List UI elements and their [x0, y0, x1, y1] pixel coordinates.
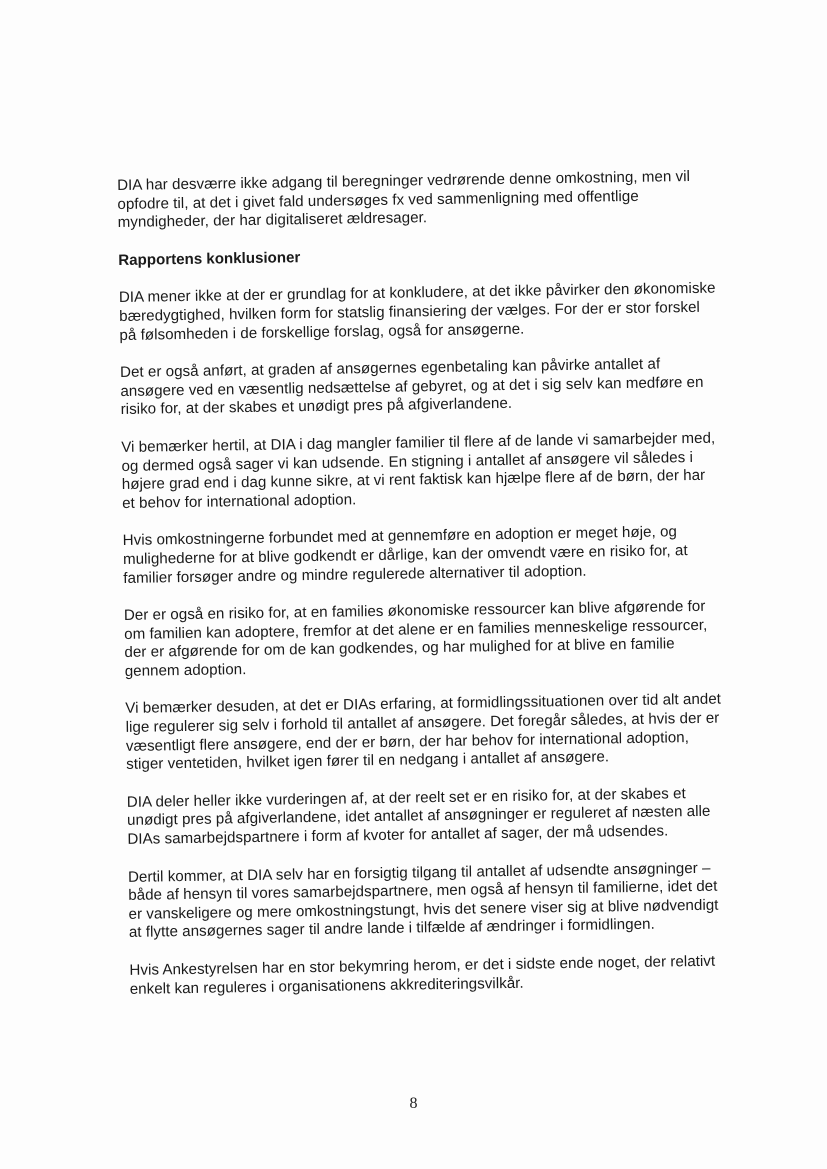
body-paragraph-5: Der er også en risiko for, at en families økonomiske ressourcer kan blive afgørende for om familien kan adoptere, fremfor at det alene er en families menneskelige ressourcer, der er afgørende for om de kan godkendes, og har mulighed for at blive en familie gennem adoption. [123, 597, 708, 680]
section-heading: Rapportens konklusioner [118, 248, 301, 269]
body-paragraph-2: Det er også anført, at graden af ansøgernes egenbetaling kan påvirke antallet af ansøgere ved en væsentlig nedsættelse af gebyret, og at det i sig selv kan medføre en risiko for, at der skabes et unødigt pres på afgiverlandene. [119, 355, 704, 419]
body-paragraph-8: Dertil kommer, at DIA selv har en forsigtig tilgang til antallet af udsendte ansøgninger – både af hensyn til vores samarbejdspartnere, men også af hensyn til familierne, idet det er vanskeligere og mere omkostningstungt, hvis det senere viser sig at blive nødvendigt at flytte ansøgernes sager til andre lande i tilfælde af ændringer i formidlingen. [127, 859, 719, 942]
intro-paragraph: DIA har desværre ikke adgang til beregninger vedrørende denne omkostning, men vil opfodre til, at det i givet fald undersøges fx ved sammenligning med offentlige myndigheder, der har digitaliseret ældresager. [117, 168, 691, 232]
body-paragraph-7: DIA deler heller ikke vurderingen af, at der reelt set er en risiko for, at der skabes et unødigt pres på afgiverlandene, idet antallet af ansøgninger er reguleret af næsten alle DIAs samarbejdspartnere i form af kvoter for antallet af sager, der må udsendes. [126, 784, 711, 848]
body-paragraph-4: Hvis omkostningerne forbundet med at gennemføre en adoption er meget høje, og mulighederne for at blive godkendt er dårlige, kan der omvendt være en risiko for, at familier forsøger andre og mindre regulerede alternativer til adoption. [122, 523, 688, 587]
page-number: 8 [409, 1095, 418, 1112]
body-paragraph-1: DIA mener ikke at der er grundlag for at konkludere, at det ikke påvirker den økonomiske bæredygtighed, hvilken form for statslig finansiering der vælges. For der er stor forskel på følsomheden i de forskellige forslag, også for ansøgerne. [118, 279, 716, 344]
body-paragraph-6: Vi bemærker desuden, at det er DIAs erfaring, at formidlingssituationen over tid alt andet lige regulerer sig selv i forhold til antallet af ansøgere. Det foregår således, at hvis der er væsentligt flere ansøgere, end der er børn, der har behov for international adoption, stiger ventetiden, hvilket igen fører til en nedgang i antallet af ansøgere. [125, 691, 722, 774]
document-body [117, 168, 730, 1019]
body-paragraph-3: Vi bemærker hertil, at DIA i dag mangler familier til flere af de lande vi samarbejder med, og dermed også sager vi kan udsende. En stigning i antallet af ansøgere vil således i højere grad end i dag kunne sikre, at vi rent faktisk kan hjælpe flere af de børn, der har et behov for international adoption. [121, 429, 716, 512]
body-paragraph-9: Hvis Ankestyrelsen har en stor bekymring herom, er det i sidste ende noget, der relativt enkelt kan reguleres i organisationens akkrediteringsvilkår. [129, 952, 716, 998]
